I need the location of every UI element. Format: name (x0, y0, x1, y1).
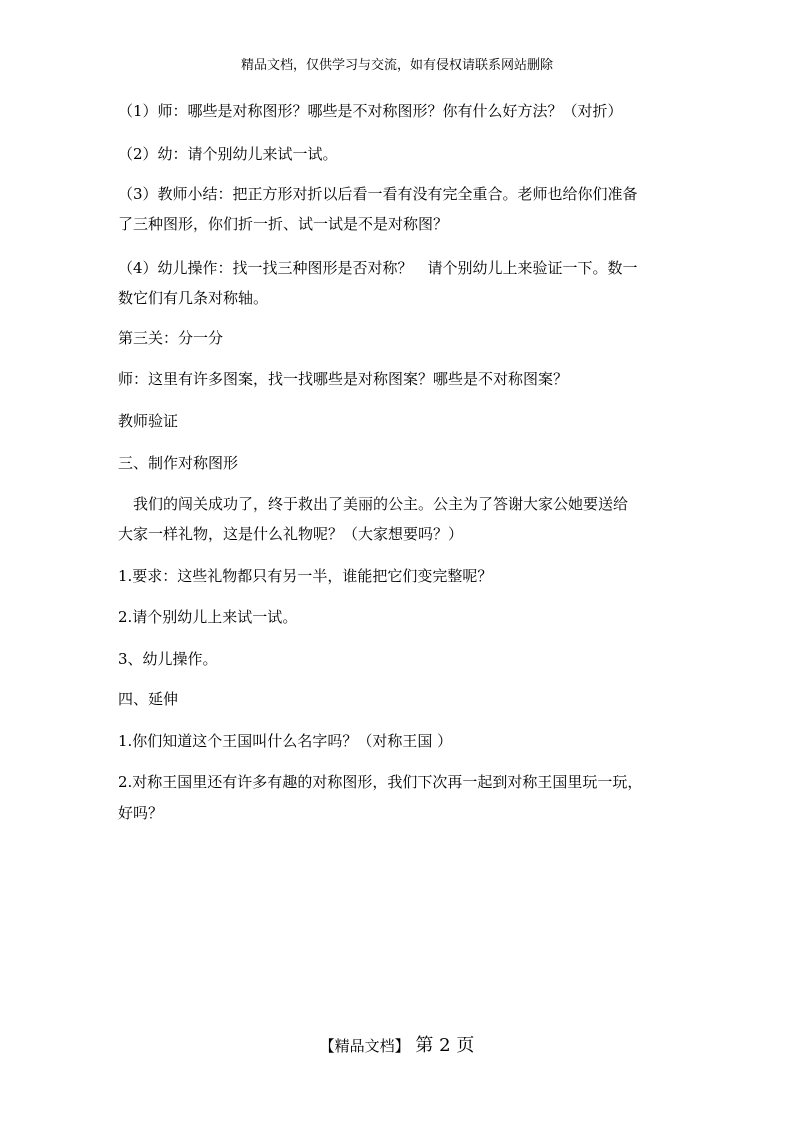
text-line-6: 数它们有几条对称轴。 (118, 289, 269, 307)
text-line-18: 2.对称王国里还有许多有趣的对称图形，我们下次再一起到对称王国里玩一玩， (118, 773, 643, 791)
section-heading-3: 三、制作对称图形 (118, 454, 239, 472)
footer-page-number: 2 (439, 1035, 451, 1056)
text-line-17: 1.你们知道这个王国叫什么名字吗？（对称王国 ） (118, 732, 453, 750)
footer-tag: 【精品文档】 (319, 1037, 410, 1055)
footer-page-prefix: 第 (415, 1035, 434, 1056)
text-line-8: 师：这里有许多图案，找一找哪些是对称图案？哪些是不对称图案？ (118, 370, 569, 388)
text-line-3: （3）教师小结：把正方形对折以后看一看有没有完全重合。老师也给你们准备 (118, 185, 638, 203)
section-heading-stage3: 第三关：分一分 (118, 329, 224, 347)
text-line-9: 教师验证 (118, 412, 179, 430)
footer-page-suffix: 页 (456, 1035, 475, 1056)
text-line-5: （4）幼儿操作：找一找三种图形是否对称？ 请个别幼儿上来验证一下。数一 (118, 259, 638, 277)
text-line-12: 大家一样礼物，这是什么礼物呢？（大家想要吗？） (118, 525, 464, 543)
text-line-2: （2）幼：请个别幼儿来试一试。 (118, 145, 338, 163)
text-line-15: 3、幼儿操作。 (118, 650, 218, 668)
page-header: 精品文档，仅供学习与交流，如有侵权请联系网站删除 (240, 58, 553, 73)
text-line-19: 好吗？ (118, 804, 164, 822)
text-line-14: 2.请个别幼儿上来试一试。 (118, 608, 298, 626)
text-line-13: 1.要求：这些礼物都只有另一半，谁能把它们变完整呢？ (118, 567, 493, 585)
text-line-4: 了三种图形，你们折一折、试一试是不是对称图？ (118, 215, 449, 233)
section-heading-4: 四、延伸 (118, 690, 179, 708)
text-line-11: 我们的闯关成功了，终于救出了美丽的公主。公主为了答谢大家公她要送给 (118, 495, 629, 513)
text-line-1: （1）师：哪些是对称图形？哪些是不对称图形？你有什么好方法？（对折） (118, 102, 623, 120)
page-footer (0, 1034, 794, 1058)
